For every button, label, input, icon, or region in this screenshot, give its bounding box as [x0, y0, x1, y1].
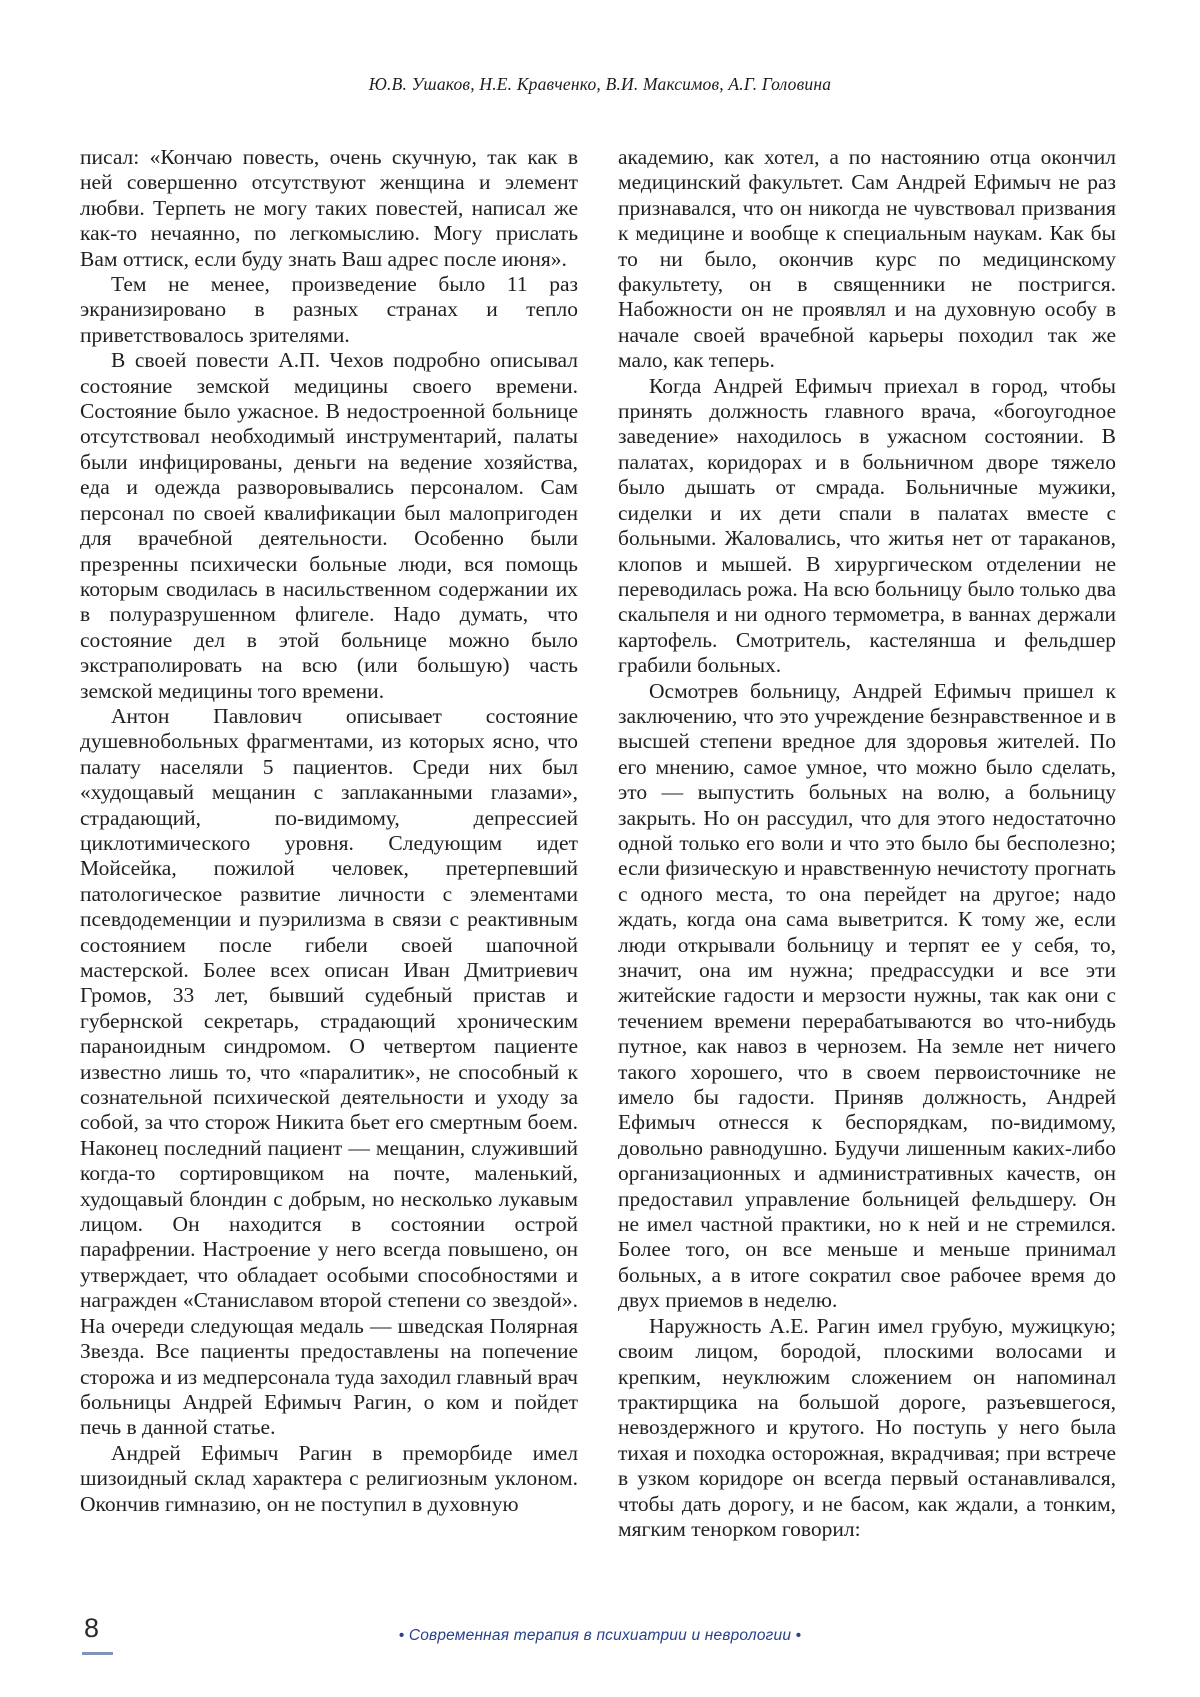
paragraph: Осмотрев больницу, Андрей Ефимыч пришел к заключению, что это учреждение безнравственное и в высшей степени вредное для здоровья жителей. По его мнению, самое умное, что можно было сделать, это — выпустить больных на волю, а больницу закрыть. Но он рассудил, что для этого недостаточно одной только его воли и что это было бы бесполезно; если физическую и нравственную нечистоту прогнать с одного места, то она перейдет на другое; надо ждать, когда она сама выветрится. К тому же, если люди открывали больницу и терпят ее у себя, то, значит, она им нужна; предрассудки и все эти житейские гадости и мерзости нужны, так как они с течением времени перерабатываются во что-нибудь путное, как навоз в чернозем. На земле нет ничего такого хорошего, что в своем первоисточнике не имело бы гадости. Приняв должность, Андрей Ефимыч отнесся к беспорядкам, по-видимому, довольно равнодушно. Будучи лишенным каких-либо организационных и административных качеств, он предоставил управление больницей фельдшеру. Он не имел частной практики, но к ней и не стремился. Более того, он все меньше и меньше принимал больных, а в итоге сократил свое рабочее время до двух приемов в неделю.: [618, 678, 1116, 1313]
journal-footer-title: • Современная терапия в психиатрии и неврологии •: [398, 1627, 802, 1644]
paragraph: Наружность А.Е. Рагин имел грубую, мужицкую; своим лицом, бородой, плоскими волосами и крепким, неуклюжим сложением он напоминал трактирщика на большой дороге, разъевшегося, невоздержного и крутого. Но поступь у него была тихая и походка осторожная, вкрадчивая; при встрече в узком коридоре он всегда первый останавливался, чтобы дать дорогу, и не басом, как ждали, а тонким, мягким тенорком говорил:: [618, 1313, 1116, 1541]
article-body: [80, 145, 1116, 1573]
paragraph: Андрей Ефимыч Рагин в преморбиде имел шизоидный склад характера с религиозным уклоном. Окончив гимназию, он не поступил в духовную: [80, 1440, 578, 1516]
page-number: 8: [84, 1613, 100, 1643]
paragraph: Антон Павлович описывает состояние душевнобольных фрагментами, из которых ясно, что палату населяли 5 пациентов. Среди них был «худощавый мещанин с заплаканными глазами», страдающий, по-видимому, депрессией циклотимического уровня. Следующим идет Мойсейка, пожилой человек, претерпевший патологическое развитие личности с элементами псевдодеменции и пуэрилизма в связи с реактивным состоянием после гибели своей шапочной мастерской. Более всех описан Иван Дмитриевич Громов, 33 лет, бывший судебный пристав и губернской секретарь, страдающий хроническим параноидным синдромом. О четвертом пациенте известно лишь то, что «паралитик», не способный к сознательной психической деятельности и уходу за собой, за что сторож Никита бьет его смертным боем. Наконец последний пациент — мещанин, служивший когда-то сортировщиком на почте, маленький, худощавый блондин с добрым, но несколько лукавым лицом. Он находится в состоянии острой парафрении. Настроение у него всегда повышено, он утверждает, что обладает особыми способностями и награжден «Станиславом второй степени со звездой». На очереди следующая медаль — шведская Полярная Звезда. Все пациенты предоставлены на попечение сторожа и из медперсонала туда заходил главный врач больницы Андрей Ефимыч Рагин, о ком и пойдет печь в данной статье.: [80, 703, 578, 1440]
paragraph: В своей повести А.П. Чехов подробно описывал состояние земской медицины своего времени. Состояние было ужасное. В недостроенной больнице отсутствовал необходимый инструментарий, палаты были инфицированы, деньги на ведение хозяйства, еда и одежда разворовывались персоналом. Сам персонал по своей квалификации был малопригоден для врачебной деятельности. Особенно были презренны психически больные люди, вся помощь которым сводилась в насильственном содержании их в полуразрушенном флигеле. Надо думать, что состояние дел в этой больнице можно было экстраполировать на всю (или большую) часть земской медицины того времени.: [80, 348, 578, 703]
paragraph: Когда Андрей Ефимыч приехал в город, чтобы принять должность главного врача, «богоугодное заведение» находилось в ужасном состоянии. В палатах, коридорах и в больничном дворе тяжело было дышать от смрада. Больничные мужики, сиделки и их дети спали в палатах вместе с больными. Жаловались, что житья нет от тараканов, клопов и мышей. В хирургическом отделении не переводилась рожа. На всю больницу было только два скальпеля и ни одного термометра, в ваннах держали картофель. Смотритель, кастелянша и фельдшер грабили больных.: [618, 373, 1116, 678]
left-column: [80, 145, 578, 1573]
page-number-underline: [82, 1652, 113, 1655]
authors-header: Ю.В. Ушаков, Н.Е. Кравченко, В.И. Максимов, А.Г. Головина: [368, 74, 832, 94]
paragraph: академию, как хотел, а по настоянию отца окончил медицинский факультет. Сам Андрей Ефимыч не раз признавался, что он никогда не чувствовал призвания к медицине и вообще к специальным наукам. Как бы то ни было, окончив курс по медицинскому факультету, он в священники не постригся. Набожности он не проявлял и на духовную особу в начале своей врачебной карьеры походил так же мало, как теперь.: [618, 145, 1116, 373]
paragraph: писал: «Кончаю повесть, очень скучную, так как в ней совершенно отсутствуют женщина и элемент любви. Терпеть не могу таких повестей, написал же как-то нечаянно, по легкомыслию. Могу прислать Вам оттиск, если буду знать Ваш адрес после июня».: [80, 145, 578, 271]
right-column: [618, 145, 1116, 1573]
paragraph: Тем не менее, произведение было 11 раз экранизировано в разных странах и тепло приветствовалось зрителями.: [80, 272, 578, 347]
